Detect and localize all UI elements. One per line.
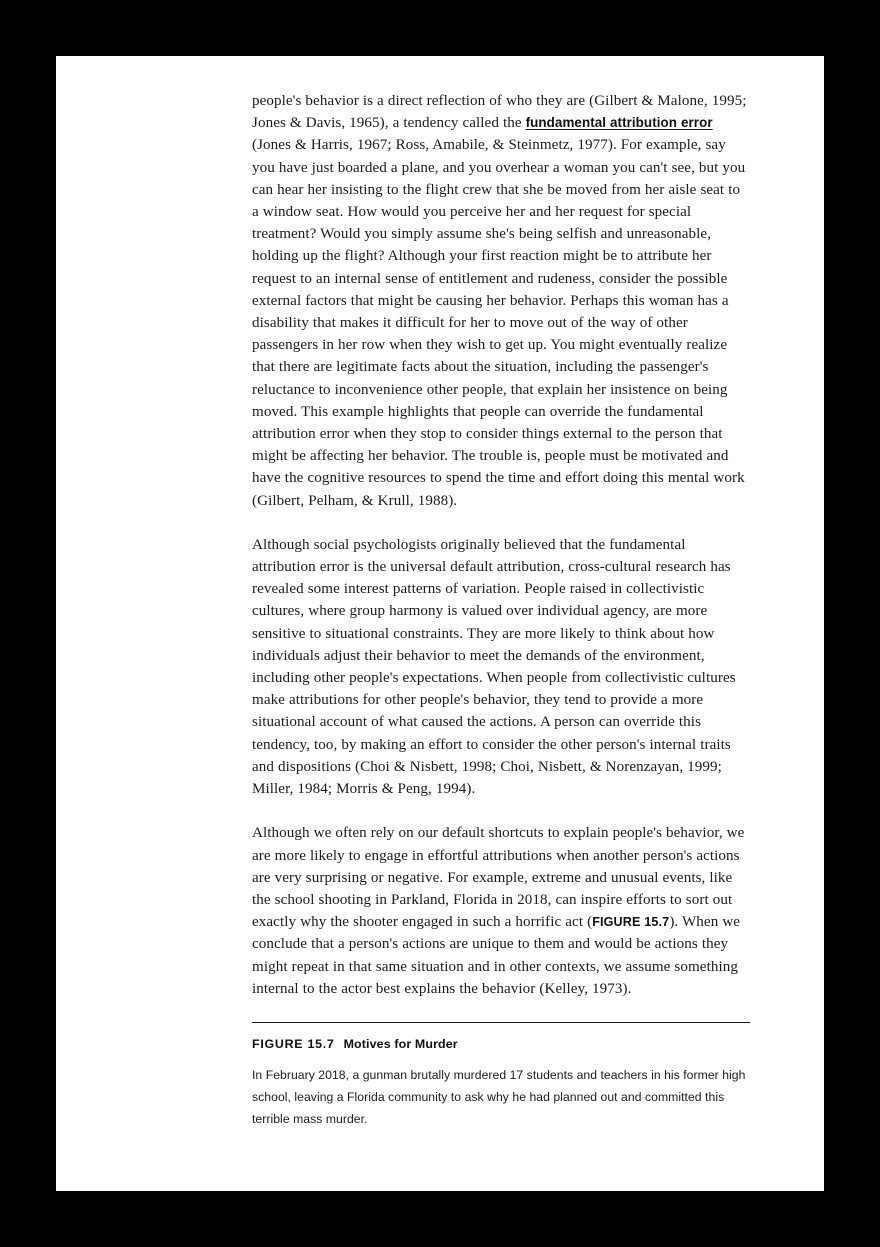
key-term-fundamental-attribution-error: fundamental attribution error	[525, 115, 713, 131]
figure-heading	[252, 1037, 750, 1051]
body-paragraph-1	[252, 90, 750, 512]
figure-caption-text: In February 2018, a gunman brutally murdered 17 students and teachers in his former high school, leaving a Florida community to ask why he had planned out and committed this terrible mass murder.	[252, 1067, 746, 1126]
figure-divider-rule	[252, 1022, 750, 1023]
paragraph-3-text-after-figure-reference: ). When we conclude that a person's actions are unique to them and would be actions they might repeat in that same situation and in other contexts, we assume something internal to the actor best explains the behavior (Kelley, 1973).	[252, 914, 741, 997]
figure-title: Motives for Murder	[343, 1036, 458, 1051]
page-sheet	[56, 56, 824, 1191]
paragraph-1-text-after-key-term: (Jones & Harris, 1967; Ross, Amabile, & Steinmetz, 1977). For example, say you have just boarded a plane, and you overhear a woman you can't see, but you can hear her insisting to the flight crew that she be moved from her aisle seat to a window seat. How would you perceive her and her request for special treatment? Would you simply assume she's being selfish and unreasonable, holding up the flight? Although your first reaction might be to attribute her request to an internal sense of entitlement and rudeness, consider the possible external factors that might be causing her behavior. Perhaps this woman has a disability that makes it difficult for her to move out of the way of other passengers in her row when they wish to get up. You might eventually realize that there are legitimate facts about the situation, including the passenger's reluctance to inconvenience other people, that explain her insistence on being moved. This example highlights that people can override the fundamental attribution error when they stop to consider things external to the person that might be affecting her behavior. The trouble is, people must be motivated and have the cognitive resources to spend the time and effort doing this mental work (Gilbert, Pelham, & Krull, 1988).	[252, 137, 746, 509]
figure-label: FIGURE 15.7	[252, 1036, 335, 1051]
body-paragraph-3	[252, 822, 750, 1000]
figure-caption-block	[252, 1022, 750, 1130]
body-paragraph-2: Although social psychologists originally believed that the fundamental attribution error is the universal default attribution, cross-cultural research has revealed some interest patterns of variation. People raised in collectivistic cultures, where group harmony is valued over individual agency, are more sensitive to situational constraints. They are more likely to think about how individuals adjust their behavior to meet the demands of the environment, including other people's expectations. When people from collectivistic cultures make attributions for other people's behavior, they tend to provide a more situational account of what caused the actions. A person can override this tendency, too, by making an effort to consider the other person's internal traits and dispositions (Choi & Nisbett, 1998; Choi, Nisbett, & Norenzayan, 1999; Miller, 1984; Morris & Peng, 1994).	[252, 536, 736, 798]
figure-reference-15-7: FIGURE 15.7	[592, 915, 670, 930]
paragraph-1-text-before-key-term: people's behavior is a direct reflection of who they are (Gilbert & Malone, 1995; Jones & Davis, 1965), a tendency called the	[252, 93, 747, 132]
paragraph-3-text-before-figure-reference: Although we often rely on our default shortcuts to explain people's behavior, we are more likely to engage in effortful attributions when another person's actions are very surprising or negative. For example, extreme and unusual events, like the school shooting in Parkland, Florida in 2018, can inspire efforts to sort out exactly why the shooter engaged in such a horrific act (	[252, 825, 745, 931]
content-column	[252, 90, 750, 1130]
